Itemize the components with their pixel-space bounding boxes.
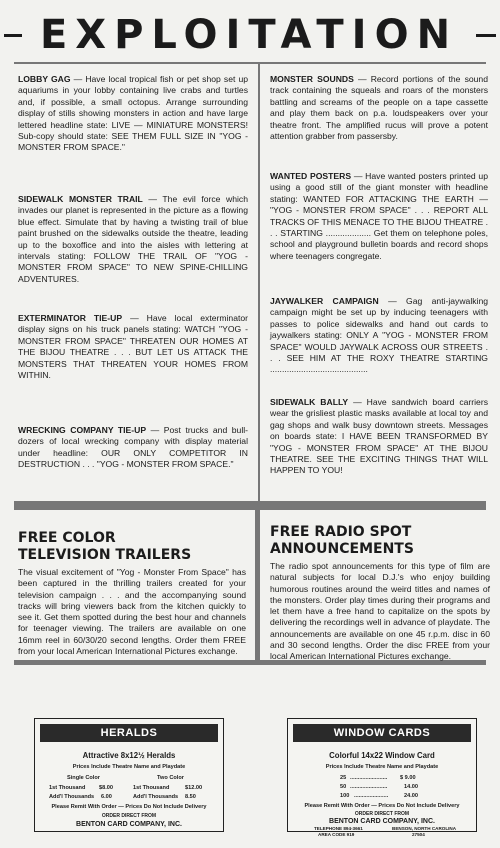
radio-spots-text: The radio spot announcements for this type of film are natural subjects for local D.J.'s who enjoy building humorous routines around the weird titles and names of the monsters. Order play times during their programs and let them have a free hand to capitalize on the spots by delivering the recordings well in advance of playdate. The announcements are available on one 45 r.p.m. disc in 60 and 30 second lengths. Order the disc FREE from your local American International Pictures exchange.: [270, 561, 490, 662]
exterminator-tie-up: [18, 313, 248, 381]
wanted-posters: [270, 171, 488, 262]
exterminator-heading: EXTERMINATOR TIE-UP: [18, 313, 123, 323]
heralds-row1-two: $12.00: [185, 785, 203, 791]
lower-center-divider: [255, 510, 260, 662]
radio-spots-section: [270, 524, 490, 663]
wrecking-text: — Post trucks and bull-dozers of local wrecking company with display material under headline: OUR ONLY COMPETITOR IN DESTRUCTION . . . "YOG - MONSTER FROM SPACE.": [18, 425, 248, 470]
sidewalk-bally-heading: SIDEWALK BALLY: [270, 397, 349, 407]
tv-trailers-text: The visual excitement of "Yog - Monster From Space" has been captured in the thrilling trailers created for your television campaign . . . and the accompanying sound tracks will bring viewers back from the kitchen quickly to see it. Get them spotted during the best hour and channels for teenager viewing. The trailers are available on one 16mm reel in 60/30/20 second lengths. Order them FREE from your local American International Pictures exchange.: [18, 567, 246, 657]
heralds-col1-head: Single Color: [67, 775, 100, 781]
window-cards-box: [287, 718, 477, 837]
window-cards-order: ORDER DIRECT FROM: [354, 811, 410, 817]
heralds-note: Prices Include Theatre Name and Playdate: [72, 764, 186, 770]
window-cards-phone1: TELEPHONE 894-3661: [314, 826, 363, 831]
window-cards-title: Colorful 14x22 Window Card: [329, 751, 435, 760]
heralds-row2-label: Add'l Thousands: [49, 794, 95, 800]
price-val-25: $ 9.00: [400, 775, 416, 781]
lobby-gag: [18, 74, 248, 154]
radio-spots-heading-2: ANNOUNCEMENTS: [270, 541, 414, 557]
window-cards-phone2: AREA CODE 919: [318, 832, 355, 837]
middle-rule: [14, 501, 486, 510]
price-dots-25: ........................: [350, 775, 388, 781]
price-qty-100: 100: [340, 793, 350, 799]
heralds-bar: HERALDS: [40, 724, 218, 742]
window-cards-bar: WINDOW CARDS: [293, 724, 471, 742]
price-val-50: 14.00: [404, 784, 418, 790]
window-cards-company: BENTON CARD COMPANY, INC.: [329, 818, 435, 825]
sidewalk-bally-text: — Have sandwich board carriers wear the grisliest plastic masks available at local toy and gag shops and walk busy downtown streets. Messages on boards state: I HAVE BEEN TRANSFORMED BY "YOG - MONSTER FROM SPACE" AT THE BIJOU THEATRE. SEE THE EXCITING THINGS THAT WILL HAPPEN TO YOU!: [270, 397, 488, 476]
jaywalker-campaign: [270, 296, 488, 376]
page-title: EXPLOITATION: [39, 12, 459, 58]
window-cards-addr1: BENSON, NORTH CAROLINA: [392, 826, 457, 831]
heralds-box: [34, 718, 224, 832]
sidewalk-bally: [270, 397, 488, 477]
wanted-posters-heading: WANTED POSTERS: [270, 171, 352, 181]
window-cards-note: Prices Include Theatre Name and Playdate: [325, 764, 439, 770]
center-divider: [258, 64, 260, 502]
price-qty-50: 50: [340, 784, 347, 790]
heralds-col2-head: Two Color: [157, 775, 184, 781]
heralds-row1-label: 1st Thousand: [49, 785, 86, 791]
price-val-100: 24.00: [404, 793, 418, 799]
exterminator-text: — Have local exterminator display signs on his truck panels stating: WATCH "YOG - MONSTER FROM SPACE" THREATEN OUR HOMES AT THE BIJOU THEATRE . . . BUT LET US ATTACK THE MONSTERS THAT THREATEN YOUR HOMES FROM WITHIN.: [18, 313, 249, 381]
radio-spots-heading-1: FREE RADIO SPOT: [270, 524, 412, 540]
tv-trailers-heading-1: FREE COLOR: [18, 530, 116, 546]
sidewalk-monster-trail-text: — The evil force which invades our planet is represented in the picture as a flowing blue effect. Simulate that by having a twisting trail of blue paint brushed on the sidewalks outside the theatre, leading up to the boxoffice and into the aisles with lettering at intervals stating: FOLLOW THE TRAIL OF "YOG - MONSTER FROM SPACE" TO NEW SPINE-CHILLING ADVENTURES.: [18, 194, 248, 284]
heralds-row1-two-label: 1st Thousand: [133, 785, 170, 791]
sidewalk-monster-trail: [18, 194, 248, 285]
heralds-row2-two-label: Add'l Thousands: [133, 794, 179, 800]
price-qty-25: 25: [340, 775, 347, 781]
jaywalker-heading: JAYWALKER CAMPAIGN: [270, 296, 379, 306]
window-cards-terms: Please Remit With Order — Prices Do Not Include Delivery: [304, 803, 460, 809]
heralds-title: Attractive 8x12½ Heralds: [82, 751, 176, 760]
tv-trailers-heading-2: TELEVISION TRAILERS: [18, 547, 192, 563]
sidewalk-monster-trail-heading: SIDEWALK MONSTER TRAIL: [18, 194, 143, 204]
monster-sounds-text: — Record portions of the sound track containing the squeals and roars of the monsters battling and screams of the people on a tape cassette and play them back on p.a. loudspeakers over your theatre front. The amplified rucus will prove a potent attention grabber from passersby.: [270, 74, 488, 142]
wrecking-company-tie-up: [18, 425, 248, 471]
tv-trailers-section: [18, 530, 246, 657]
wrecking-heading: WRECKING COMPANY TIE-UP: [18, 425, 147, 435]
monster-sounds-heading: MONSTER SOUNDS: [270, 74, 354, 84]
price-dots-100: ......................: [354, 793, 389, 799]
title-left-dash: [4, 34, 22, 37]
top-rule: [14, 62, 486, 64]
title-right-dash: [476, 34, 496, 37]
wanted-posters-text: — Have wanted posters printed up using a good still of the giant monster with headline stating: WANTED FOR ATTACKING THE EARTH — "YOG - MONSTER FROM SPACE" . . . REPORT ALL TRACKS OF THIS MENACE TO THE BIJOU THEATRE . . . STARTING ................... Get them on telephone poles, school and playground bulletin boards and record shops where teenagers congregate.: [270, 171, 488, 261]
title-row: [0, 10, 500, 60]
heralds-terms: Please Remit With Order — Prices Do Not Include Delivery: [51, 804, 207, 810]
heralds-row2-two: 8.50: [185, 794, 196, 800]
heralds-row1-single: $8.00: [99, 785, 113, 791]
lobby-gag-heading: LOBBY GAG: [18, 74, 71, 84]
window-cards-addr2: 27504: [412, 832, 425, 837]
heralds-order: ORDER DIRECT FROM: [101, 813, 157, 819]
jaywalker-text: — Gag anti-jaywalking campaign might be set up by inducing teenagers with passes to police sidewalks and hand out cards to jaywalkers stating: ONLY A "YOG - MONSTER FROM SPACE" WOULD JAYWALK ACROSS OUR STREETS . . . SEE HIM AT THE ROXY THEATRE STARTING .........................................: [270, 296, 488, 375]
heralds-company: BENTON CARD COMPANY, INC.: [76, 821, 182, 828]
price-dots-50: ........................: [350, 784, 388, 790]
lobby-gag-text: — Have local tropical fish or pet shop set up aquariums in your lobby containing live crabs and turtles and, if possible, a small octopus. Arrange surrounding display of stills showing monsters in action and have large lettered headline state: LIVE — MINIATURE MONSTERS! Sub-copy should state: SEE THEM FULL SIZE IN "YOG - MONSTER FROM SPACE.": [18, 74, 248, 153]
monster-sounds: [270, 74, 488, 142]
heralds-row2-single: 6.00: [101, 794, 112, 800]
